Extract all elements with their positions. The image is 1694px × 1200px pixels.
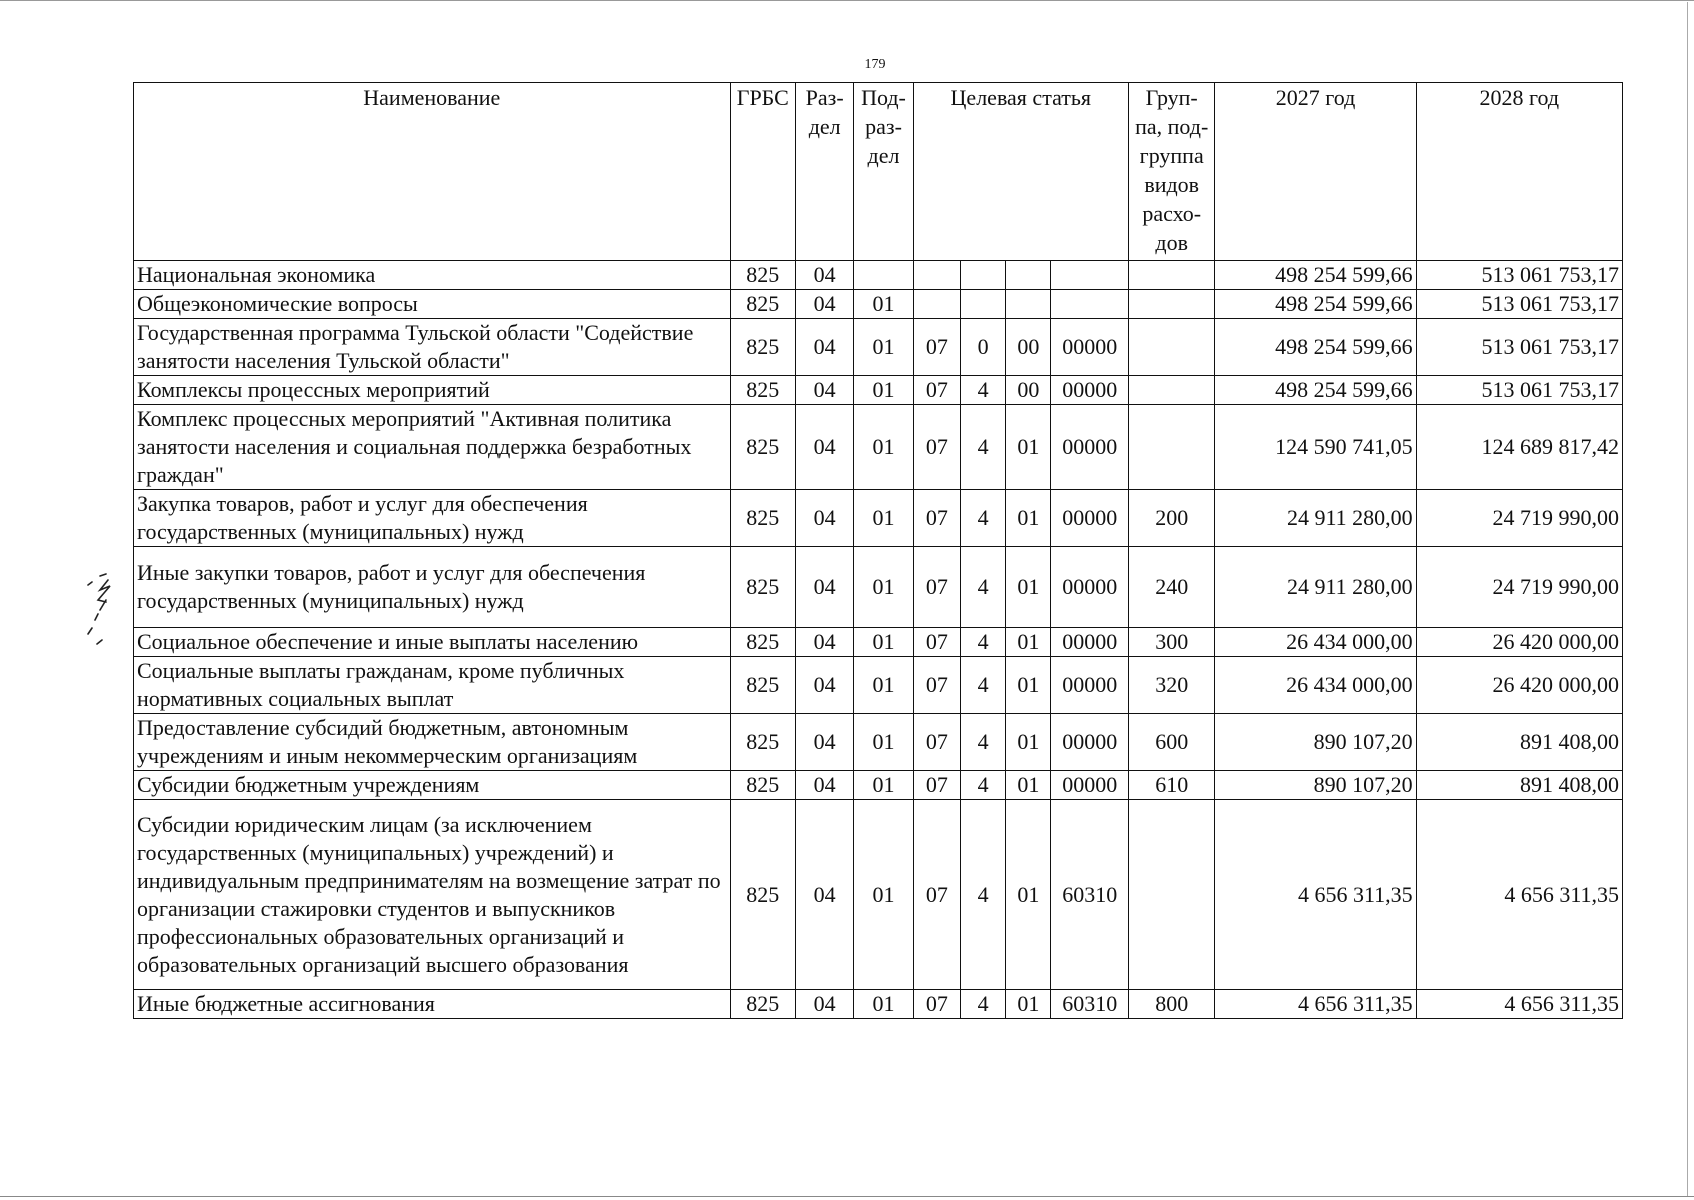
cell-expense-group: 200 bbox=[1128, 490, 1215, 547]
table-row bbox=[134, 290, 1623, 319]
cell-amount-2027: 498 254 599,66 bbox=[1215, 376, 1416, 405]
cell-target-direction: 00000 bbox=[1051, 547, 1128, 628]
cell-razdel: 04 bbox=[795, 547, 853, 628]
cell-expense-group: 610 bbox=[1128, 771, 1215, 800]
cell-razdel: 04 bbox=[795, 657, 853, 714]
cell-podrazdel: 01 bbox=[854, 290, 913, 319]
cell-podrazdel: 01 bbox=[854, 657, 913, 714]
table-row bbox=[134, 376, 1623, 405]
cell-amount-2028: 24 719 990,00 bbox=[1416, 547, 1622, 628]
header-row bbox=[134, 83, 1623, 261]
cell-grbs: 825 bbox=[730, 376, 795, 405]
cell-target-direction: 60310 bbox=[1051, 800, 1128, 990]
table-row bbox=[134, 771, 1623, 800]
cell-podrazdel: 01 bbox=[854, 800, 913, 990]
cell-target-direction: 00000 bbox=[1051, 628, 1128, 657]
cell-target-type: 4 bbox=[960, 405, 1005, 490]
cell-grbs: 825 bbox=[730, 290, 795, 319]
cell-expense-group bbox=[1128, 290, 1215, 319]
cell-amount-2028: 4 656 311,35 bbox=[1416, 990, 1622, 1019]
cell-razdel: 04 bbox=[795, 990, 853, 1019]
cell-grbs: 825 bbox=[730, 657, 795, 714]
cell-grbs: 825 bbox=[730, 261, 795, 290]
cell-target-element: 01 bbox=[1006, 800, 1051, 990]
cell-target-type: 4 bbox=[960, 628, 1005, 657]
table-row bbox=[134, 261, 1623, 290]
cell-amount-2027: 24 911 280,00 bbox=[1215, 547, 1416, 628]
cell-target-program: 07 bbox=[913, 800, 960, 990]
cell-razdel: 04 bbox=[795, 800, 853, 990]
cell-target-direction: 00000 bbox=[1051, 771, 1128, 800]
cell-target-program: 07 bbox=[913, 628, 960, 657]
cell-target-program: 07 bbox=[913, 657, 960, 714]
cell-podrazdel: 01 bbox=[854, 547, 913, 628]
cell-target-element: 01 bbox=[1006, 490, 1051, 547]
cell-amount-2027: 890 107,20 bbox=[1215, 771, 1416, 800]
table-row bbox=[134, 800, 1623, 990]
cell-name: Субсидии бюджетным учреждениям bbox=[134, 771, 731, 800]
cell-razdel: 04 bbox=[795, 376, 853, 405]
cell-grbs: 825 bbox=[730, 800, 795, 990]
table-row bbox=[134, 628, 1623, 657]
cell-name: Комплекс процессных мероприятий "Активная политика занятости населения и социальная поддержка безработных граждан" bbox=[134, 405, 731, 490]
cell-expense-group bbox=[1128, 405, 1215, 490]
table-row bbox=[134, 490, 1623, 547]
cell-name: Комплексы процессных мероприятий bbox=[134, 376, 731, 405]
cell-target-direction: 00000 bbox=[1051, 319, 1128, 376]
cell-amount-2027: 26 434 000,00 bbox=[1215, 628, 1416, 657]
cell-target-type: 4 bbox=[960, 490, 1005, 547]
cell-target-type: 0 bbox=[960, 319, 1005, 376]
table-body bbox=[134, 261, 1623, 1019]
cell-target-direction: 00000 bbox=[1051, 714, 1128, 771]
cell-grbs: 825 bbox=[730, 319, 795, 376]
budget-table bbox=[133, 82, 1623, 1019]
header-name: Наименование bbox=[134, 83, 731, 261]
cell-amount-2027: 4 656 311,35 bbox=[1215, 990, 1416, 1019]
cell-razdel: 04 bbox=[795, 319, 853, 376]
header-2027: 2027 год bbox=[1215, 83, 1416, 261]
cell-name: Закупка товаров, работ и услуг для обеспечения государственных (муниципальных) нужд bbox=[134, 490, 731, 547]
cell-expense-group: 600 bbox=[1128, 714, 1215, 771]
cell-name: Социальные выплаты гражданам, кроме публичных нормативных социальных выплат bbox=[134, 657, 731, 714]
cell-amount-2028: 26 420 000,00 bbox=[1416, 628, 1622, 657]
cell-amount-2028: 513 061 753,17 bbox=[1416, 376, 1622, 405]
cell-target-type bbox=[960, 261, 1005, 290]
cell-amount-2027: 26 434 000,00 bbox=[1215, 657, 1416, 714]
cell-expense-group bbox=[1128, 261, 1215, 290]
cell-target-element: 01 bbox=[1006, 714, 1051, 771]
page-number: 179 bbox=[864, 57, 886, 72]
cell-amount-2027: 24 911 280,00 bbox=[1215, 490, 1416, 547]
cell-expense-group bbox=[1128, 319, 1215, 376]
cell-target-program: 07 bbox=[913, 405, 960, 490]
cell-razdel: 04 bbox=[795, 290, 853, 319]
cell-target-program: 07 bbox=[913, 490, 960, 547]
cell-razdel: 04 bbox=[795, 490, 853, 547]
table-row bbox=[134, 319, 1623, 376]
cell-amount-2028: 513 061 753,17 bbox=[1416, 261, 1622, 290]
cell-name: Иные закупки товаров, работ и услуг для обеспечения государственных (муниципальных) нужд bbox=[134, 547, 731, 628]
header-razdel: Раз- дел bbox=[795, 83, 853, 261]
cell-amount-2028: 513 061 753,17 bbox=[1416, 319, 1622, 376]
cell-target-program bbox=[913, 261, 960, 290]
cell-podrazdel: 01 bbox=[854, 771, 913, 800]
cell-amount-2028: 24 719 990,00 bbox=[1416, 490, 1622, 547]
cell-target-element: 01 bbox=[1006, 657, 1051, 714]
cell-name: Предоставление субсидий бюджетным, автономным учреждениям и иным некоммерческим организациям bbox=[134, 714, 731, 771]
cell-amount-2027: 498 254 599,66 bbox=[1215, 319, 1416, 376]
cell-target-type bbox=[960, 290, 1005, 319]
cell-name: Национальная экономика bbox=[134, 261, 731, 290]
cell-target-element: 01 bbox=[1006, 547, 1051, 628]
cell-target-program bbox=[913, 290, 960, 319]
cell-amount-2027: 890 107,20 bbox=[1215, 714, 1416, 771]
scan-edge-top bbox=[0, 0, 1694, 5]
cell-name: Субсидии юридическим лицам (за исключением государственных (муниципальных) учреждений) и индивидуальным предпринимателям на возмещение затрат по организации стажировки студентов и выпускников профессиональных образовательных организаций и образовательных организаций высшего образования bbox=[134, 800, 731, 990]
cell-razdel: 04 bbox=[795, 628, 853, 657]
cell-target-program: 07 bbox=[913, 319, 960, 376]
cell-target-element: 01 bbox=[1006, 405, 1051, 490]
cell-grbs: 825 bbox=[730, 405, 795, 490]
cell-target-direction: 00000 bbox=[1051, 490, 1128, 547]
cell-razdel: 04 bbox=[795, 714, 853, 771]
cell-expense-group: 300 bbox=[1128, 628, 1215, 657]
cell-podrazdel: 01 bbox=[854, 714, 913, 771]
cell-target-program: 07 bbox=[913, 547, 960, 628]
scan-edge-right bbox=[1687, 2, 1688, 1197]
cell-target-type: 4 bbox=[960, 547, 1005, 628]
cell-target-type: 4 bbox=[960, 376, 1005, 405]
cell-amount-2028: 891 408,00 bbox=[1416, 714, 1622, 771]
header-expense-group: Груп- па, под- группа видов расхо- дов bbox=[1128, 83, 1215, 261]
cell-expense-group bbox=[1128, 800, 1215, 990]
cell-target-element: 01 bbox=[1006, 628, 1051, 657]
cell-amount-2027: 4 656 311,35 bbox=[1215, 800, 1416, 990]
header-2028: 2028 год bbox=[1416, 83, 1622, 261]
cell-target-element bbox=[1006, 290, 1051, 319]
cell-razdel: 04 bbox=[795, 405, 853, 490]
cell-target-direction bbox=[1051, 261, 1128, 290]
cell-target-element: 01 bbox=[1006, 771, 1051, 800]
header-podrazdel: Под- раз- дел bbox=[854, 83, 913, 261]
cell-amount-2028: 513 061 753,17 bbox=[1416, 290, 1622, 319]
header-grbs: ГРБС bbox=[730, 83, 795, 261]
cell-grbs: 825 bbox=[730, 714, 795, 771]
cell-target-direction: 60310 bbox=[1051, 990, 1128, 1019]
cell-amount-2028: 4 656 311,35 bbox=[1416, 800, 1622, 990]
cell-target-program: 07 bbox=[913, 990, 960, 1019]
cell-grbs: 825 bbox=[730, 990, 795, 1019]
cell-name: Государственная программа Тульской области "Содействие занятости населения Тульской области" bbox=[134, 319, 731, 376]
cell-podrazdel: 01 bbox=[854, 405, 913, 490]
cell-amount-2028: 891 408,00 bbox=[1416, 771, 1622, 800]
table-row bbox=[134, 405, 1623, 490]
cell-name: Иные бюджетные ассигнования bbox=[134, 990, 731, 1019]
cell-grbs: 825 bbox=[730, 628, 795, 657]
table-row bbox=[134, 990, 1623, 1019]
cell-podrazdel: 01 bbox=[854, 490, 913, 547]
cell-target-type: 4 bbox=[960, 800, 1005, 990]
cell-amount-2027: 124 590 741,05 bbox=[1215, 405, 1416, 490]
cell-target-program: 07 bbox=[913, 714, 960, 771]
handwritten-margin-mark bbox=[78, 570, 118, 650]
table-row bbox=[134, 714, 1623, 771]
cell-target-element bbox=[1006, 261, 1051, 290]
cell-grbs: 825 bbox=[730, 547, 795, 628]
cell-target-program: 07 bbox=[913, 376, 960, 405]
header-target-article: Целевая статья bbox=[913, 83, 1128, 261]
cell-target-program: 07 bbox=[913, 771, 960, 800]
cell-target-element: 01 bbox=[1006, 990, 1051, 1019]
cell-expense-group: 320 bbox=[1128, 657, 1215, 714]
cell-podrazdel: 01 bbox=[854, 376, 913, 405]
cell-razdel: 04 bbox=[795, 771, 853, 800]
cell-name: Социальное обеспечение и иные выплаты населению bbox=[134, 628, 731, 657]
cell-target-element: 00 bbox=[1006, 376, 1051, 405]
scan-edge-bottom bbox=[0, 1196, 1694, 1197]
table-row bbox=[134, 657, 1623, 714]
cell-target-element: 00 bbox=[1006, 319, 1051, 376]
cell-expense-group: 800 bbox=[1128, 990, 1215, 1019]
cell-target-direction bbox=[1051, 290, 1128, 319]
cell-name: Общеэкономические вопросы bbox=[134, 290, 731, 319]
cell-expense-group: 240 bbox=[1128, 547, 1215, 628]
cell-amount-2027: 498 254 599,66 bbox=[1215, 261, 1416, 290]
table-row bbox=[134, 547, 1623, 628]
cell-podrazdel: 01 bbox=[854, 628, 913, 657]
cell-target-direction: 00000 bbox=[1051, 405, 1128, 490]
cell-podrazdel: 01 bbox=[854, 319, 913, 376]
cell-expense-group bbox=[1128, 376, 1215, 405]
cell-podrazdel bbox=[854, 261, 913, 290]
cell-amount-2027: 498 254 599,66 bbox=[1215, 290, 1416, 319]
cell-grbs: 825 bbox=[730, 490, 795, 547]
cell-target-type: 4 bbox=[960, 657, 1005, 714]
cell-target-type: 4 bbox=[960, 771, 1005, 800]
cell-target-type: 4 bbox=[960, 990, 1005, 1019]
cell-podrazdel: 01 bbox=[854, 990, 913, 1019]
cell-razdel: 04 bbox=[795, 261, 853, 290]
cell-amount-2028: 26 420 000,00 bbox=[1416, 657, 1622, 714]
cell-target-direction: 00000 bbox=[1051, 657, 1128, 714]
cell-target-type: 4 bbox=[960, 714, 1005, 771]
cell-target-direction: 00000 bbox=[1051, 376, 1128, 405]
cell-grbs: 825 bbox=[730, 771, 795, 800]
cell-amount-2028: 124 689 817,42 bbox=[1416, 405, 1622, 490]
